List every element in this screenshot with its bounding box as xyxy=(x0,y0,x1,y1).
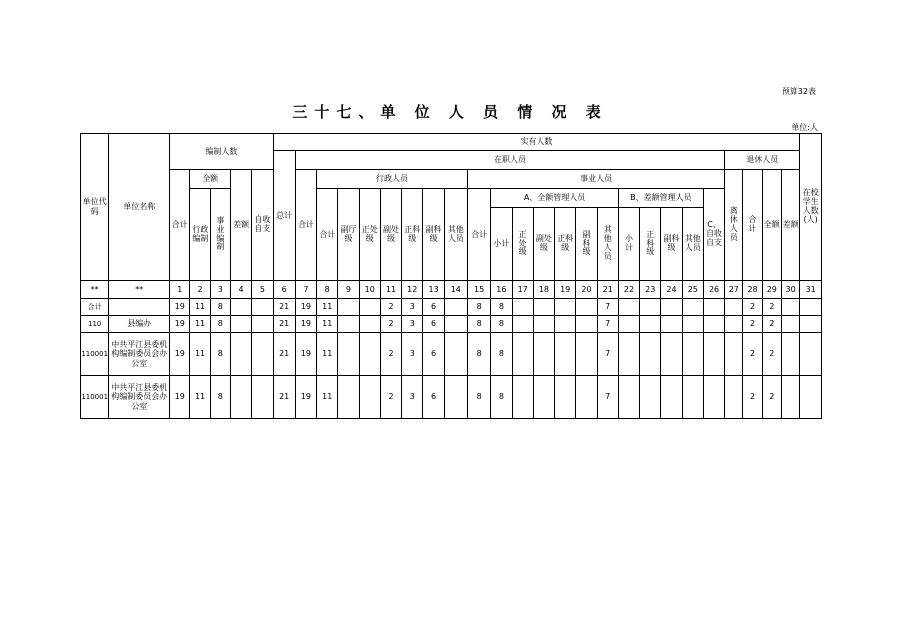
header-deputy-division: 副处级 xyxy=(380,189,401,281)
column-index-cell: 24 xyxy=(661,281,682,299)
value-cell: 8 xyxy=(210,299,230,316)
header-a-deputy-division: 副处级 xyxy=(533,208,554,281)
header-diff-funded: 差额 xyxy=(230,170,251,281)
value-cell xyxy=(800,376,822,419)
header-actual-count: 实有人数 xyxy=(273,134,800,151)
column-index-cell: 7 xyxy=(295,281,316,299)
value-cell xyxy=(512,376,533,419)
value-cell: 19 xyxy=(170,333,190,376)
value-cell xyxy=(725,376,743,419)
value-cell xyxy=(555,333,576,376)
header-a-subtotal: 小计 xyxy=(491,208,512,281)
column-index-cell: 13 xyxy=(423,281,444,299)
value-cell: 2 xyxy=(762,333,781,376)
value-cell: 3 xyxy=(402,376,423,419)
header-admin-quota: 行政编制 xyxy=(190,189,210,281)
unit-code-cell: 合计 xyxy=(81,299,109,316)
value-cell xyxy=(661,299,682,316)
column-index-cell: 2 xyxy=(190,281,210,299)
value-cell: 8 xyxy=(210,333,230,376)
form-number: 预算32表 xyxy=(781,87,816,96)
header-unit-code: 单位代码 xyxy=(81,134,109,281)
value-cell xyxy=(230,299,251,316)
column-index-cell: ** xyxy=(81,281,109,299)
value-cell xyxy=(682,316,703,333)
column-index-cell: ** xyxy=(109,281,170,299)
value-cell xyxy=(800,316,822,333)
column-index-cell: 10 xyxy=(359,281,380,299)
value-cell xyxy=(230,376,251,419)
column-index-cell: 21 xyxy=(597,281,618,299)
value-cell: 2 xyxy=(380,316,401,333)
value-cell: 11 xyxy=(190,299,210,316)
column-index-cell: 27 xyxy=(725,281,743,299)
value-cell: 2 xyxy=(743,316,762,333)
header-deputy-bureau: 副厅级 xyxy=(338,189,359,281)
value-cell: 19 xyxy=(295,299,316,316)
value-cell: 8 xyxy=(467,333,490,376)
value-cell xyxy=(781,299,799,316)
value-cell xyxy=(444,316,467,333)
header-retired-full: 全额 xyxy=(762,170,781,281)
header-b-section-chief: 正科级 xyxy=(640,208,661,281)
column-index-cell: 17 xyxy=(512,281,533,299)
unit-code-cell: 110001 xyxy=(81,376,109,419)
value-cell xyxy=(512,316,533,333)
value-cell xyxy=(682,333,703,376)
value-cell xyxy=(703,316,724,333)
header-a-section-chief: 正科级 xyxy=(555,208,576,281)
column-index-cell: 5 xyxy=(252,281,273,299)
value-cell xyxy=(252,376,273,419)
personnel-table xyxy=(80,133,822,419)
column-index-cell: 6 xyxy=(273,281,295,299)
value-cell: 3 xyxy=(402,333,423,376)
value-cell xyxy=(703,333,724,376)
column-index-cell: 12 xyxy=(402,281,423,299)
table-row xyxy=(81,316,822,333)
value-cell: 7 xyxy=(597,299,618,316)
value-cell: 3 xyxy=(402,299,423,316)
header-a-other: 其他人员 xyxy=(597,208,618,281)
header-students: 在校学生人数(人) xyxy=(800,134,822,281)
value-cell xyxy=(576,376,597,419)
value-cell xyxy=(444,333,467,376)
column-index-cell: 30 xyxy=(781,281,799,299)
unit-code-cell: 110001 xyxy=(81,333,109,376)
header-division-chief: 正处级 xyxy=(359,189,380,281)
value-cell: 21 xyxy=(273,376,295,419)
value-cell: 6 xyxy=(423,376,444,419)
header-b-other: 其他人员 xyxy=(682,208,703,281)
value-cell xyxy=(682,376,703,419)
value-cell xyxy=(618,376,639,419)
value-cell: 2 xyxy=(743,333,762,376)
value-cell xyxy=(359,316,380,333)
value-cell xyxy=(444,299,467,316)
header-public-staff: 事业人员 xyxy=(467,170,724,189)
value-cell: 8 xyxy=(467,316,490,333)
header-full-funded: 全额 xyxy=(190,170,231,189)
value-cell xyxy=(640,333,661,376)
unit-name-cell: 中共平江县委机构编制委员会办公室 xyxy=(109,333,170,376)
column-index-cell: 11 xyxy=(380,281,401,299)
value-cell: 11 xyxy=(317,376,338,419)
header-grand-total: 总计 xyxy=(273,151,295,281)
unit-code-cell: 110 xyxy=(81,316,109,333)
value-cell: 2 xyxy=(762,376,781,419)
value-cell xyxy=(800,299,822,316)
table-row xyxy=(81,333,822,376)
value-cell xyxy=(338,299,359,316)
header-admin-staff: 行政人员 xyxy=(317,170,468,189)
value-cell xyxy=(800,333,822,376)
value-cell: 21 xyxy=(273,299,295,316)
value-cell: 19 xyxy=(170,376,190,419)
header-self-funded: 自收自支 xyxy=(252,170,273,281)
value-cell xyxy=(640,376,661,419)
value-cell xyxy=(661,316,682,333)
value-cell xyxy=(359,299,380,316)
value-cell xyxy=(359,376,380,419)
value-cell: 19 xyxy=(295,316,316,333)
column-index-cell: 18 xyxy=(533,281,554,299)
value-cell xyxy=(682,299,703,316)
value-cell: 2 xyxy=(380,376,401,419)
value-cell xyxy=(533,316,554,333)
value-cell: 11 xyxy=(317,299,338,316)
value-cell: 2 xyxy=(762,299,781,316)
value-cell xyxy=(512,333,533,376)
value-cell: 7 xyxy=(597,376,618,419)
header-inservice-total: 合计 xyxy=(295,170,316,281)
header-unit-name: 单位名称 xyxy=(109,134,170,281)
column-index-cell: 1 xyxy=(170,281,190,299)
unit-name-cell xyxy=(109,299,170,316)
value-cell: 6 xyxy=(423,299,444,316)
value-cell xyxy=(533,376,554,419)
value-cell xyxy=(533,299,554,316)
value-cell xyxy=(576,333,597,376)
column-index-cell: 8 xyxy=(317,281,338,299)
value-cell: 2 xyxy=(380,333,401,376)
column-index-cell: 14 xyxy=(444,281,467,299)
value-cell xyxy=(359,333,380,376)
header-b-deputy-section: 副科级 xyxy=(661,208,682,281)
header-admin-total: 合计 xyxy=(317,189,338,281)
page-title: 三十七、单 位 人 员 情 况 表 xyxy=(292,103,608,121)
value-cell: 8 xyxy=(491,316,512,333)
value-cell xyxy=(576,299,597,316)
header-public-total: 合计 xyxy=(467,189,490,281)
value-cell: 8 xyxy=(210,376,230,419)
value-cell: 6 xyxy=(423,316,444,333)
value-cell xyxy=(338,376,359,419)
header-admin-other: 其他人员 xyxy=(444,189,467,281)
value-cell: 8 xyxy=(491,299,512,316)
column-index-cell: 31 xyxy=(800,281,822,299)
value-cell: 2 xyxy=(380,299,401,316)
header-in-service: 在职人员 xyxy=(295,151,724,170)
value-cell xyxy=(444,376,467,419)
value-cell: 19 xyxy=(170,316,190,333)
column-index-cell: 26 xyxy=(703,281,724,299)
value-cell xyxy=(252,333,273,376)
column-index-cell: 22 xyxy=(618,281,639,299)
header-a-deputy-section: 副科级 xyxy=(576,208,597,281)
header-retired-total: 合计 xyxy=(743,170,762,281)
column-index-cell: 19 xyxy=(555,281,576,299)
header-public-quota: 事业编制 xyxy=(210,189,230,281)
header-quota-total: 合计 xyxy=(170,170,190,281)
value-cell xyxy=(252,299,273,316)
value-cell: 19 xyxy=(295,376,316,419)
column-index-cell: 4 xyxy=(230,281,251,299)
value-cell: 2 xyxy=(762,316,781,333)
value-cell xyxy=(512,299,533,316)
unit-name-cell: 县编办 xyxy=(109,316,170,333)
column-index-cell: 9 xyxy=(338,281,359,299)
value-cell xyxy=(230,333,251,376)
value-cell xyxy=(725,299,743,316)
value-cell xyxy=(338,333,359,376)
column-index-cell: 15 xyxy=(467,281,490,299)
value-cell xyxy=(576,316,597,333)
value-cell xyxy=(252,316,273,333)
value-cell xyxy=(618,333,639,376)
value-cell: 11 xyxy=(190,376,210,419)
value-cell: 21 xyxy=(273,316,295,333)
value-cell xyxy=(781,333,799,376)
value-cell xyxy=(703,376,724,419)
header-b-subtotal: 小计 xyxy=(618,208,639,281)
value-cell: 8 xyxy=(491,333,512,376)
value-cell xyxy=(338,316,359,333)
value-cell: 3 xyxy=(402,316,423,333)
header-veteran: 离休人员 xyxy=(725,170,743,281)
value-cell xyxy=(781,316,799,333)
value-cell: 2 xyxy=(743,299,762,316)
value-cell xyxy=(640,316,661,333)
header-a-division-chief: 正处级 xyxy=(512,208,533,281)
value-cell: 11 xyxy=(317,333,338,376)
header-staffing-quota: 编制人数 xyxy=(170,134,273,170)
value-cell xyxy=(555,299,576,316)
value-cell: 2 xyxy=(743,376,762,419)
column-index-cell: 29 xyxy=(762,281,781,299)
value-cell: 7 xyxy=(597,333,618,376)
column-index-cell: 16 xyxy=(491,281,512,299)
unit-name-cell: 中共平江县委机构编制委员会办公室 xyxy=(109,376,170,419)
value-cell xyxy=(703,299,724,316)
value-cell: 6 xyxy=(423,333,444,376)
value-cell xyxy=(661,376,682,419)
value-cell xyxy=(640,299,661,316)
value-cell: 21 xyxy=(273,333,295,376)
value-cell xyxy=(555,316,576,333)
table-row xyxy=(81,376,822,419)
unit-label: 单位:人 xyxy=(791,123,818,132)
value-cell xyxy=(533,333,554,376)
value-cell: 8 xyxy=(491,376,512,419)
value-cell: 11 xyxy=(190,333,210,376)
header-retired-diff: 差额 xyxy=(781,170,799,281)
header-deputy-section: 副科级 xyxy=(423,189,444,281)
value-cell: 8 xyxy=(467,299,490,316)
column-index-row xyxy=(81,281,822,299)
table-row xyxy=(81,299,822,316)
header-group-b: B、差额管理人员 xyxy=(618,189,703,208)
value-cell xyxy=(618,299,639,316)
value-cell: 19 xyxy=(295,333,316,376)
header-section-chief: 正科级 xyxy=(402,189,423,281)
header-retired: 退休人员 xyxy=(725,151,800,170)
value-cell: 8 xyxy=(210,316,230,333)
value-cell xyxy=(618,316,639,333)
value-cell xyxy=(725,333,743,376)
column-index-cell: 25 xyxy=(682,281,703,299)
column-index-cell: 28 xyxy=(743,281,762,299)
value-cell: 8 xyxy=(467,376,490,419)
value-cell xyxy=(781,376,799,419)
column-index-cell: 23 xyxy=(640,281,661,299)
column-index-cell: 20 xyxy=(576,281,597,299)
value-cell xyxy=(230,316,251,333)
value-cell xyxy=(555,376,576,419)
header-group-a: A、全额管理人员 xyxy=(491,189,619,208)
value-cell: 11 xyxy=(190,316,210,333)
value-cell: 7 xyxy=(597,316,618,333)
value-cell: 19 xyxy=(170,299,190,316)
value-cell xyxy=(661,333,682,376)
value-cell xyxy=(725,316,743,333)
header-group-c: C、自收自支 xyxy=(703,189,724,281)
column-index-cell: 3 xyxy=(210,281,230,299)
value-cell: 11 xyxy=(317,316,338,333)
